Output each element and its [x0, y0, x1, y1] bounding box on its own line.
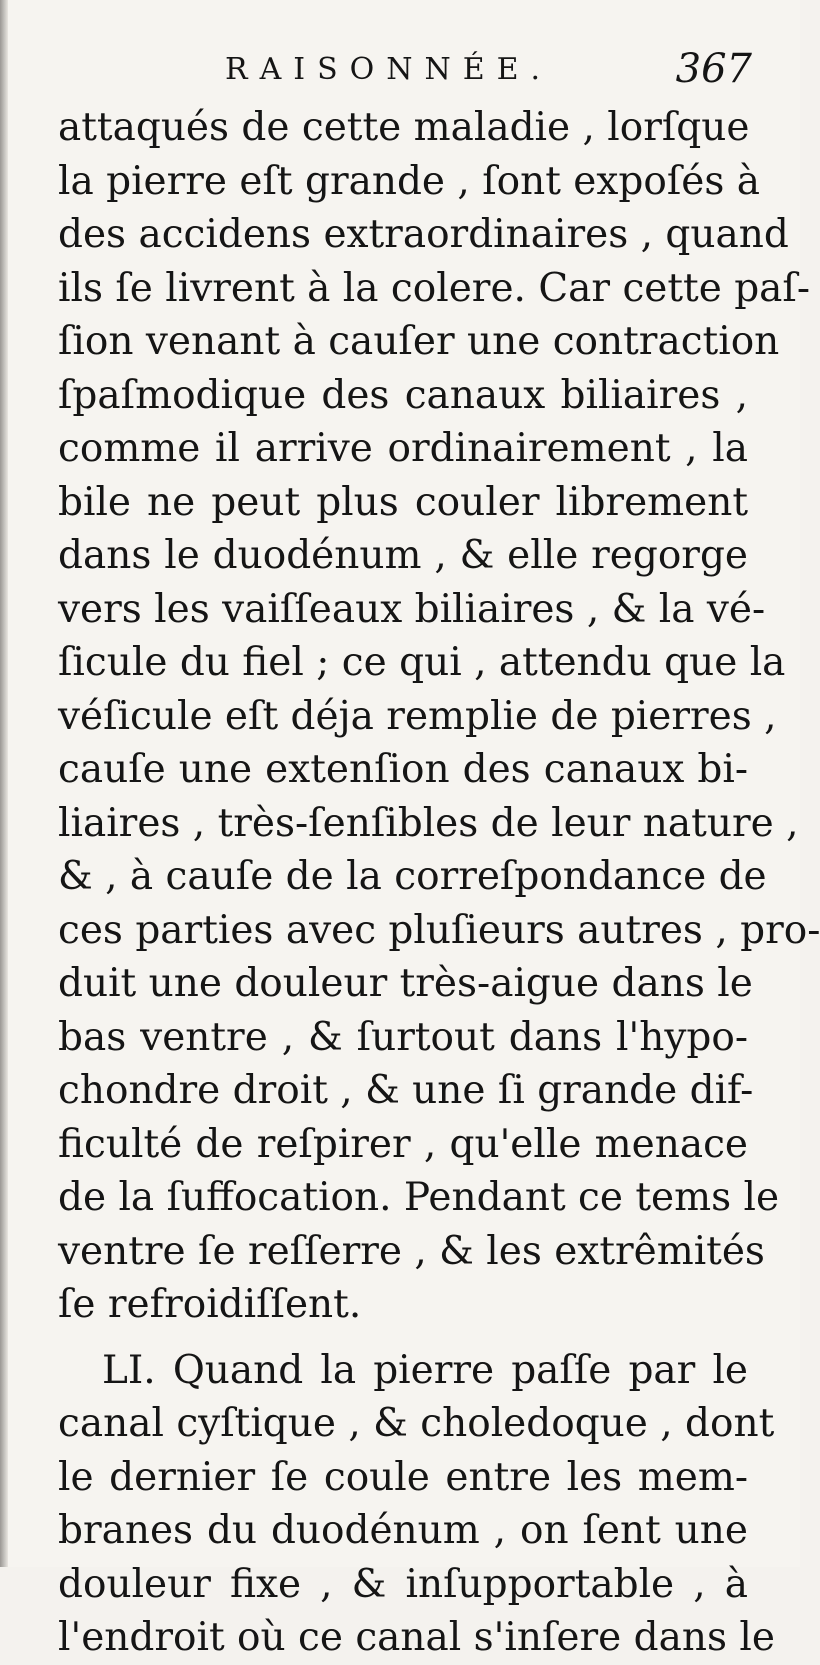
- text-line: cauſe une extenſion des canaux bi-: [58, 747, 748, 792]
- text-line: ces parties avec pluſieurs autres , pro-: [58, 907, 820, 953]
- text-line: ſpaſmodique des canaux biliaires ,: [58, 372, 748, 418]
- text-line: comme il arrive ordinairement , la: [58, 426, 748, 471]
- text-line: ficulté de reſpirer , qu'elle menace: [58, 1121, 748, 1167]
- paragraph-1: [58, 101, 820, 1332]
- running-title: RAISONNÉE.: [225, 52, 553, 87]
- text-line: douleur fixe , & inſupportable , à: [58, 1561, 748, 1607]
- text-line: de la ſuffocation. Pendant ce tems le: [58, 1175, 780, 1220]
- text-line: canal cyſtique , & choledoque , dont: [58, 1401, 775, 1446]
- text-line: ſion venant à cauſer une contraction: [58, 319, 780, 364]
- text-line: bile ne peut plus couler librement: [58, 479, 748, 525]
- text-line: ſe refroidiſſent.: [58, 1282, 362, 1327]
- text-line: attaqués de cette maladie , lorſque: [58, 105, 750, 150]
- text-line: branes du duodénum , on ſent une: [58, 1508, 748, 1553]
- text-line: ventre ſe reſſerre , & les extrêmités: [58, 1228, 765, 1274]
- text-line: chondre droit , & une ſi grande dif-: [58, 1068, 754, 1113]
- text-line: vers les vaiſſeaux biliaires , & la vé-: [58, 586, 766, 632]
- text-line: bas ventre , & ſurtout dans l'hypo-: [58, 1014, 748, 1060]
- text-line: l'endroit où ce canal s'inſere dans le: [58, 1615, 775, 1660]
- text-line: liaires , très-ſenſibles de leur nature ,: [58, 800, 799, 846]
- text-line: & , à cauſe de la correſpondance de: [58, 854, 767, 899]
- paragraph-2: [58, 1344, 775, 1665]
- text-line: ſicule du fiel ; ce qui , attendu que la: [58, 640, 786, 685]
- running-head: [60, 46, 760, 100]
- text-line: la pierre eſt grande , ſont expoſés à: [58, 158, 760, 204]
- paragraph-gap: [58, 1332, 748, 1344]
- text-line: LI. Quand la pierre paſſe par le: [102, 1347, 748, 1393]
- text-line: duit une douleur très-aigue dans le: [58, 961, 753, 1006]
- text-line: des accidens extraordinaires , quand: [58, 212, 789, 257]
- page-number: 367: [675, 46, 752, 92]
- text-line: dans le duodénum , & elle regorge: [58, 533, 748, 578]
- text-line: le dernier ſe coule entre les mem-: [58, 1454, 748, 1500]
- text-line: ils ſe livrent à la colere. Car cette paſ-: [58, 265, 811, 311]
- text-line: véſicule eſt déja remplie de pierres ,: [58, 693, 777, 739]
- body-text: [58, 101, 820, 1665]
